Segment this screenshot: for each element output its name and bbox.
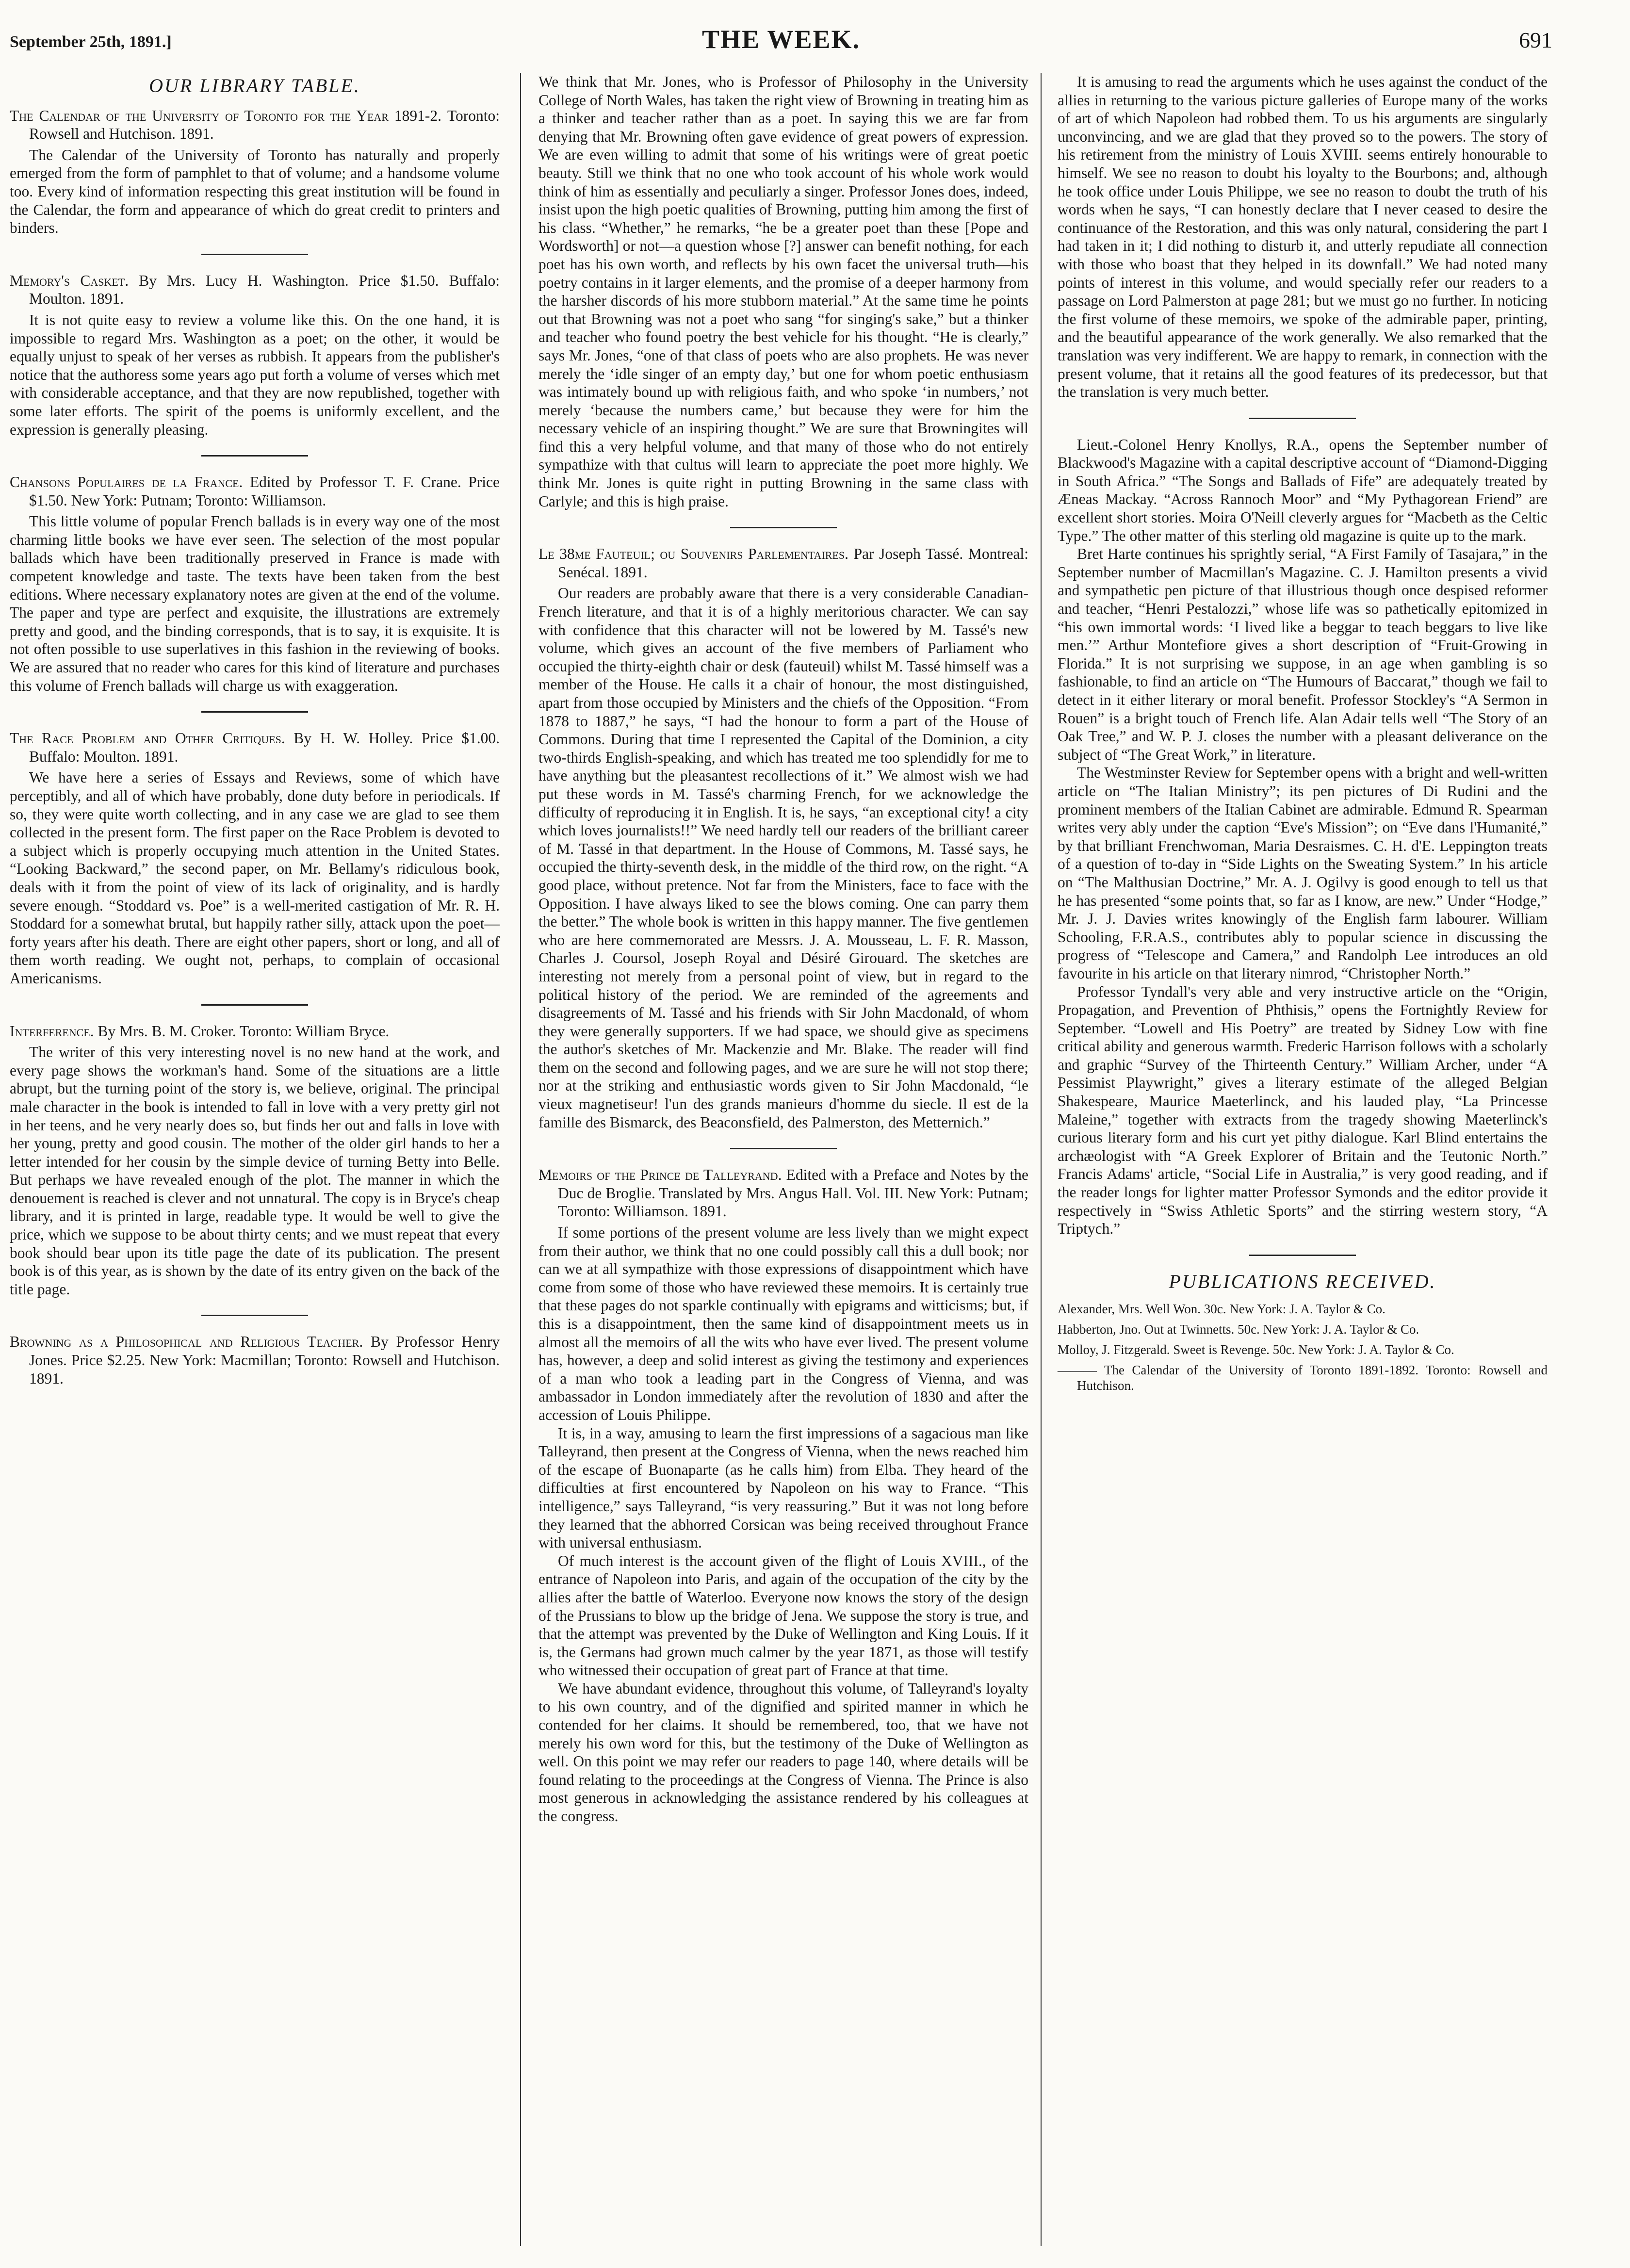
review-entry — [10, 473, 500, 695]
review-title: Memoirs of the Prince de Talleyrand. Edited with a Preface and Notes by the Duc de Broglie. Translated by Mrs. Angus Hall. Vol. III. New York: Putnam; Toronto: Williamson. 1891. — [538, 1166, 1029, 1220]
publications-heading: PUBLICATIONS RECEIVED. — [1169, 1270, 1436, 1292]
publication-item: Alexander, Mrs. Well Won. 30c. New York: J. A. Taylor & Co. — [1058, 1302, 1386, 1317]
review-paragraph: Of much interest is the account given of the flight of Louis XVIII., of the entrance of Napoleon into Paris, and again of the occupation of the city by the allies after the battle of Waterloo. Everyone now knows the story of the design of the Prussians to blow up the bridge of Jena. We suppose the story is true, and that the attempt was prevented by the Duke of Wellington and King Louis. If it is, the Germans had grown much calmer by the year 1871, as those will testify who witnessed their occupation of great part of France at that time. — [538, 1552, 1028, 1679]
review-entry — [538, 1166, 1028, 1825]
column-1 — [10, 73, 500, 1402]
issue-date: September 25th, 1891.] — [10, 33, 172, 51]
review-paragraph: If some portions of the present volume are less lively than we might expect from their author, we think that no one could possibly call this a dull book; nor can we at all sympathize with those expressions of disappointment which have come from some of those who have reviewed these memoirs. It is certainly true that these pages do not sparkle continually with epigrams and witticisms; but, if this is a disappointment, then the same kind of disappointment meets us in almost all the memoirs of all the wits who have ever lived. The present volume has, however, a deep and solid interest as giving the testimony and experiences of a man who took a leading part in the Congress of Vienna, and was ambassador in London immediately after the revolution of 1830 and after the accession of Louis Philippe. — [538, 1224, 1028, 1423]
review-title: Chansons Populaires de la France. Edited by Professor T. F. Crane. Price $1.50. New York: Putnam; Toronto: Williamson. — [10, 473, 500, 509]
review-paragraph: This little volume of popular French ballads is in every way one of the most charming little books we have ever seen. The selection of the most popular ballads which have been traditionally preserved in France is made with competent knowledge and taste. The texts have been taken from the best editions. Where necessary explanatory notes are given at the end of the volume. The paper and type are perfect and exquisite, the illustrations are extremely pretty and good, and the binding corresponds, that is to say, it is exquisite. It is not often possible to use superlatives in this fashion in the reviewing of books. We are assured that no reader who cares for this kind of literature and purchases this volume of French ballads will charge us with exaggeration. — [10, 513, 500, 694]
page-header — [10, 24, 1552, 63]
review-entry — [10, 1333, 500, 1387]
publication-item: Molloy, J. Fitzgerald. Sweet is Revenge. 50c. New York: J. A. Taylor & Co. — [1058, 1342, 1454, 1357]
masthead-title: THE WEEK. — [701, 25, 861, 54]
review-entry — [10, 107, 500, 237]
review-paragraph: Our readers are probably aware that there is a very considerable Canadian-French literature, and that it is of a highly meritorious character. We can say with confidence that this character will not be lowered by M. Tassé's new volume, which gives an account of the five members of Parliament who occupied the thirty-eighth chair or desk (fauteuil) whilst M. Tassé himself was a member of the House. He calls it a chair of honour, the most distinguished, apart from those occupied by Ministers and the chiefs of the Opposition. “From 1878 to 1887,” he says, “I had the honour to form a part of the House of Commons. During that time I represented the Capital of the Dominion, a city two-thirds English-speaking, and which has treated me too splendidly for me to have anything but the pleasantest recollections of it.” We almost wish we had put these words in M. Tassé's charming French, for we acknowledge the difficulty of reproducing it in English. It is, he says, “an exceptional city! a city which loves journalists!!” We need hardly tell our readers of the brilliant career of M. Tassé in that department. In the House of Commons, M. Tassé says, he occupied the thirty-seventh desk, in the middle of the third row, on the right. “A good place, without pretence. Not far from the Ministers, face to face with the Opposition. I have always liked to see the blows coming. One can parry them the better.” The whole book is written in this happy manner. The five gentlemen who are here commemorated are Messrs. J. A. Mousseau, L. F. R. Masson, Charles J. Coursol, Joseph Royal and Désiré Girouard. The sketches are interesting not merely from a personal point of view, but in regard to the political history of the period. We are reminded of the agreements and disagreements of M. Tassé and his friends with Sir John Macdonald, of whom they were generally supporters. If we had space, we should give as specimens the author's sketches of Mr. Mackenzie and Mr. Blake. The reader will find them on the second and following pages, and we are sure he will not stop there; nor at the striking and enthusiastic words given to Sir John Macdonald, “le vieux magnetiseur! l'un des grands manieurs d'homme du siecle. Il est de la famille des Bismarck, des Beaconsfield, des Palmerston, des Metternich.” — [538, 585, 1028, 1131]
column-divider — [1041, 73, 1042, 2246]
column-divider — [520, 73, 521, 2246]
review-title: Interference. By Mrs. B. M. Croker. Toronto: William Bryce. — [10, 1022, 390, 1040]
review-paragraph: We have abundant evidence, throughout this volume, of Talleyrand's loyalty to his own country, and of the dignified and spirited manner in which he contended for her claims. It should be remembered, too, that we have not merely his own word for this, but the testimony of the Duke of Wellington as well. On this point we may refer our readers to page 140, where details will be found relating to the proceedings at the Congress of Vienna. The Prince is also most generous in acknowledging the assistance rendered by his colleagues at the congress. — [538, 1680, 1028, 1825]
page-number: 691 — [1519, 28, 1552, 52]
section-rule — [730, 527, 837, 528]
review-entry — [10, 729, 500, 987]
review-title: Browning as a Philosophical and Religious Teacher. By Professor Henry Jones. Price $2.25. New York: Macmillan; Toronto: Rowsell and Hutchison. 1891. — [10, 1333, 500, 1387]
review-paragraph: It is not quite easy to review a volume like this. On the one hand, it is impossible to regard Mrs. Washington as a poet; on the other, it would be equally unjust to speak of her verses as rubbish. It appears from the publisher's notice that the authoress some years ago put forth a volume of verses which met with considerable acceptance, and that they are now republished, together with some later efforts. The spirit of the poems is uniformly excellent, and the expression is generally pleasing. — [10, 311, 500, 438]
review-entry-continued — [538, 73, 1028, 510]
review-title: Memory's Casket. By Mrs. Lucy H. Washington. Price $1.50. Buffalo: Moulton. 1891. — [10, 272, 500, 308]
review-paragraph: It is, in a way, amusing to learn the first impressions of a sagacious man like Talleyrand, then present at the Congress of Vienna, when the news reached him of the escape of Buonaparte (as he calls him) from Elba. They heard of the difficulties at first encountered by Napoleon on his way to France. “This intelligence,” says Talleyrand, “is very reassuring.” But it was not long before they learned that the abhorred Corsican was being received throughout France with universal enthusiasm. — [538, 1424, 1028, 1551]
section-rule — [201, 455, 308, 457]
review-entry — [538, 545, 1028, 1131]
section-rule — [1249, 1255, 1356, 1256]
section-rule — [201, 711, 308, 713]
section-rule — [201, 1004, 308, 1006]
column-2 — [538, 73, 1028, 1840]
periodical-paragraph: The Westminster Review for September opens with a bright and well-written article on “The Italian Ministry”; its pen pictures of Di Rudini and the prominent members of the Italian Cabinet are admirable. Edmund R. Spearman writes very ably under the caption “Eve's Mission”; on “Eve dans l'Humanité,” by that brilliant Frenchwoman, Maria Desraismes. C. H. d'E. Leppington treats of a question of to-day in “Side Lights on the Sweating System.” In his article on “The Malthusian Doctrine,” Mr. A. J. Ogilvy is good enough to tell us that he has presented “some points that, so far as I know, are new.” Under “Hodge,” Mr. J. J. Davies writes knowingly of the English farm labourer. William Schooling, F.R.A.S., contributes ably to popular science in discussing the progress of “Telescope and Camera,” and Randolph Lee introduces an old favourite in his article on that literary nimrod, “Christopher North.” — [1058, 764, 1548, 982]
column-3 — [1058, 73, 1548, 1398]
review-title: The Race Problem and Other Critiques. By H. W. Holley. Price $1.00. Buffalo: Moulton. 1891. — [10, 730, 500, 765]
review-title: The Calendar of the University of Toronto for the Year 1891-2. Toronto: Rowsell and Hutchison. 1891. — [10, 107, 500, 143]
review-paragraph: We think that Mr. Jones, who is Professor of Philosophy in the University College of North Wales, has taken the right view of Browning in treating him as a thinker and teacher rather than as a poet. In saying this we are far from denying that Mr. Browning often gave evidence of great powers of expression. We are even willing to admit that some of his writings were of great poetic beauty. Still we think that no one who took account of his whole work would think of him as essentially and peculiarly a singer. Professor Jones does, indeed, insist upon the high poetic qualities of Browning, putting him among the first of his class. “Whether,” he remarks, “he be a greater poet than these [Pope and Wordsworth] or not—a question whose [?] answer can benefit nothing, for each poet has his own worth, and reflects by his own facet the universal truth—his poetry contains in it larger elements, and the promise of a deeper harmony from the harsher discords of his more stubborn material.” At the same time he points out that Browning was not a poet who sang “for singing's sake,” but a thinker and teacher who found poetry the best vehicle for his thought. “He is clearly,” says Mr. Jones, “one of that class of poets who are also prophets. He was never merely the ‘idle singer of an empty day,’ but one for whom poetic enthusiasm was intimately bound up with religious faith, and who spoke ‘in numbers,’ not merely ‘because the numbers came,’ but because they were for him the necessary vehicle of an inspiring thought.” We are sure that Browningites will find this a very helpful volume, and that many of those who do not entirely sympathize with that cultus will learn to appreciate the poet more highly. We think Mr. Jones is quite right in putting Browning in the same class with Carlyle; and this is high praise. — [538, 73, 1028, 510]
review-paragraph: It is amusing to read the arguments which he uses against the conduct of the allies in returning to the various picture galleries of Europe many of the works of art of which Napoleon had robbed them. To us his arguments are singularly unconvincing, and we are glad that they proved so to the powers. The story of his retirement from the ministry of Louis XVIII. seems entirely honourable to himself. We see no reason to doubt his loyalty to the Bourbons; and, although he took office under Louis Philippe, we see no reason to doubt the truth of his words when he says, “I can honestly declare that I never ceased to desire the continuance of the Restoration, and this was only natural, considering the part I had taken in it; I did nothing to disturb it, and utterly repudiate all connection with those who boast that they helped in its downfall.” We had noted many points of interest in this volume, and would specially refer our readers to a passage on Lord Palmerston at page 281; but we must go no further. In noticing the first volume of these memoirs, we spoke of the admirable paper, printing, and the beautiful appearance of the work generally. We also remarked that the translation was very indifferent. We are happy to remark, in connection with the present volume, that it retains all the good features of its predecessor, but that the translation is very much better. — [1058, 73, 1548, 401]
periodical-paragraph: Professor Tyndall's very able and very instructive article on the “Origin, Propagation, and Prevention of Phthisis,” opens the Fortnightly Review for September. “Lowell and His Poetry” are treated by Sidney Low with fine critical ability and generous warmth. Frederic Harrison follows with a scholarly and graphic “Survey of the Thirteenth Century.” William Archer, under “A Pessimist Playwright,” gives a literary estimate of the alleged Belgian Shakespeare, Maurice Maeterlinck, and his lauded play, “La Princesse Maleine,” together with extracts from the tragedy showing Maeterlinck's curious literary form and his curt yet pithy dialogue. Karl Blind entertains the archæologist with “A Greek Explorer of Britain and the Teutonic North.” Francis Adams' article, “Social Life in Australia,” is very good reading, and if the reader longs for lighter matter Professor Symonds and the editor provide it respectively in “Swiss Athletic Sports” and the stirring western story, “A Triptych.” — [1058, 983, 1548, 1238]
review-paragraph: The writer of this very interesting novel is no new hand at the work, and every page shows the workman's hand. Some of the situations are a little abrupt, but the turning point of the story is, we believe, original. The principal male character in the book is intended to fall in love with a very pretty girl not in her teens, and he very nearly does so, but finds her out and falls in love with her young, pretty and good cousin. The mother of the older girl hands to her a letter intended for her cousin by the simple device of turning Betty into Belle. But perhaps we have revealed enough of the plot. The manner in which the denouement is reached is clever and not unnatural. The copy is in Bryce's cheap library, and it is printed in large, readable type. It would be well to give the price, which we suppose to be about thirty cents; and we must repeat that every book should bear upon its title page the date of its publication. The present book is of this year, as is shown by the date of its entry given on the back of the title page. — [10, 1044, 500, 1298]
publication-item: ——— The Calendar of the University of Toronto 1891-1892. Toronto: Rowsell and Hutchison. — [1058, 1363, 1548, 1393]
section-rule — [730, 1148, 837, 1149]
review-entry-continued — [1058, 73, 1548, 401]
section-rule — [201, 254, 308, 255]
review-entry — [10, 272, 500, 439]
publication-item: Habberton, Jno. Out at Twinnetts. 50c. New York: J. A. Taylor & Co. — [1058, 1322, 1419, 1337]
periodical-paragraph: Lieut.-Colonel Henry Knollys, R.A., opens the September number of Blackwood's Magazine with a capital descriptive account of “Diamond-Digging in South Africa.” “The Songs and Ballads of Fife” are adequately treated by Æneas Mackay. “Across Rannoch Moor” and “My Pythagorean Friend” are excellent short stories. Moira O'Neill cleverly argues for “Macbeth as the Celtic Type.” The other matter of this sterling old magazine is quite up to the mark. — [1058, 436, 1548, 544]
section-heading: OUR LIBRARY TABLE. — [149, 75, 360, 97]
review-title: Le 38me Fauteuil; ou Souvenirs Parlementaires. Par Joseph Tassé. Montreal: Senécal. 1891. — [538, 545, 1029, 581]
section-rule — [201, 1315, 308, 1316]
review-entry — [10, 1022, 500, 1299]
review-paragraph: The Calendar of the University of Toronto has naturally and properly emerged from the form of pamphlet to that of volume; and a handsome volume too. Every kind of information respecting this great institution will be found in the Calendar, the form and appearance of which do great credit to printers and binders. — [10, 146, 500, 237]
periodical-paragraph: Bret Harte continues his sprightly serial, “A First Family of Tasajara,” in the September number of Macmillan's Magazine. C. J. Hamilton presents a vivid and sympathetic pen picture of that illustrious though once despised reformer and teacher, “Henri Pestalozzi,” whose life was so pathetically epitomized in “his own immortal words: ‘I lived like a beggar to teach beggars to live like men.’” Arthur Montefiore gives a short description of “Fruit-Growing in Florida.” It is not surprising we suppose, in an age when gambling is so fashionable, to find an article on “The Humours of Baccarat,” though we fail to detect in it either literary or moral benefit. Professor Stockley's “A Sermon in Rouen” is a bright touch of French life. Alan Adair tells well “The Story of an Oak Tree,” and W. P. J. closes the number with a pleasant deliverance on the subject of “The Great Work,” in literature. — [1058, 545, 1548, 763]
review-paragraph: We have here a series of Essays and Reviews, some of which have perceptibly, and all of which have probably, done duty before in periodicals. If so, they were quite worth collecting, and in any case we are glad to see them collected in the present form. The first paper on the Race Problem is devoted to a subject which is properly occupying much attention in the United States. “Looking Backward,” the second paper, on Mr. Bellamy's ridiculous book, deals with it from the point of view of its lack of originality, and is hardly severe enough. “Stoddard vs. Poe” is a well-merited castigation of Mr. R. H. Stoddard for a somewhat brutal, but happily rather silly, attack upon the poet—forty years after his death. There are eight other papers, short or long, and all of them worth reading. We ought not, perhaps, to complain of occasional Americanisms. — [10, 769, 500, 987]
section-rule — [1249, 418, 1356, 419]
